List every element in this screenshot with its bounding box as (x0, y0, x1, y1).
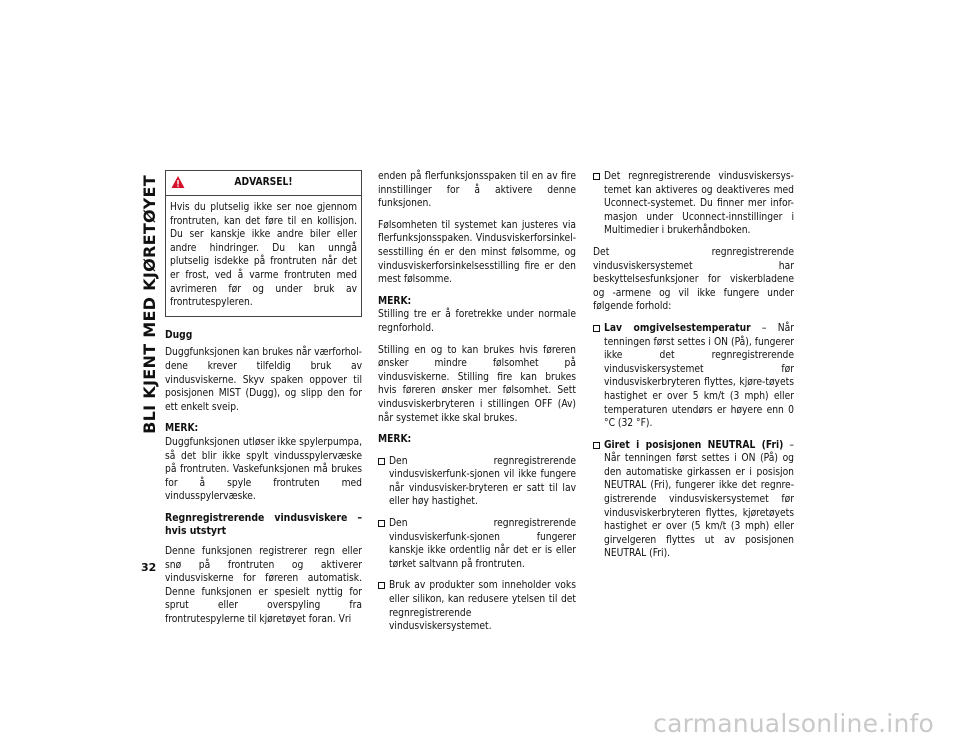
list-item: Den regnregistrerende vindusviskerfunk-sjonen fungerer kanskje ikke ordentlig når det er is eller tørket saltvann på frontruten. (378, 517, 576, 571)
watermark: carmanualsonline.info (653, 709, 934, 738)
paragraph: Følsomheten til systemet kan justeres via flerfunksjonsspaken. Vindusviskerforsinkel-sesstilling én er den minst følsomme, og vindusviskerforsinkelsesstilling fire er den mest følsomme. (378, 219, 576, 286)
section-side-tab (139, 175, 159, 434)
list-item: Bruk av produkter som inneholder voks eller silikon, kan redusere ytelsen til det regnregistrerende vindusviskersystemet. (378, 579, 576, 633)
warning-title: ADVARSEL! (234, 177, 293, 189)
warning-box (165, 170, 362, 317)
condition-term: Giret i posisjonen NEUTRAL (Fri) (604, 439, 784, 451)
note-text: Duggfunksjonen utløser ikke spylerpumpa, så det blir ikke spylt vindusspylervæske på frontruten. Vaskefunksjonen må brukes for å spyle frontruten med vindusspylervæske. (165, 436, 362, 503)
paragraph: Det regnregistrerende vindusviskersystemet har beskyttelsesfunksjoner for viskerbladene og -armene og vil ikke fungere under følgende forhold: (593, 246, 794, 313)
paragraph: enden på flerfunksjonsspaken til en av fire innstillinger for å aktivere denne funksjonen. (378, 171, 576, 210)
page-number: 32 (141, 561, 157, 574)
rain-sensing-paragraph: Denne funksjonen registrerer regn eller snø på frontruten og aktiverer vindusviskerne for føreren automatisk. Denne funksjonen er spesielt nyttig for sprut eller overspyling fra frontrutespylerne til kjøretøyet foran. Vri (165, 546, 362, 626)
list-item (593, 439, 794, 561)
warning-triangle-icon (171, 175, 185, 189)
warning-header (166, 171, 361, 196)
note-label: MERK: (378, 434, 412, 446)
paragraph: Stilling en og to kan brukes hvis føreren ønsker mindre følsomhet på vindusviskerne. Stilling fire kan brukes hvis føreren ønsker mer følsomhet. Sett vindusviskerbryteren i stillingen OFF (Av) når systemet ikke skal brukes. (378, 344, 576, 424)
column-1 (165, 170, 362, 635)
dugg-paragraph: Duggfunksjonen kan brukes når værforhol-dene krever tilfeldig bruk av vindusviskerne. Skyv spaken oppover til posisjonen MIST (Dugg), og slipp den for ett enkelt sveip. (165, 347, 362, 413)
list-item: Den regnregistrerende vindusviskerfunk-sjonen vil ikke fungere når vindusvisker-bryteren er satt til lav eller høy hastighet. (378, 455, 576, 509)
rain-sensing-heading: Regnregistrerende vindusviskere – hvis utstyrt (165, 511, 362, 538)
note-label: MERK: (378, 295, 412, 307)
note-label: MERK: (165, 423, 199, 435)
list-item: Det regnregistrerende vindusviskersys-temet kan aktiveres og deaktiveres med Uconnect-systemet. Du finner mer infor-masjon under Uconnect-innstillinger i Multimedier i brukerhåndboken. (593, 170, 794, 238)
column-2 (378, 170, 576, 642)
condition-list (593, 322, 794, 561)
condition-text: – Når tenningen først settes i ON (På) og den automatiske girkassen er i posisjon NEUTRAL (Fri), fungerer ikke det regnre-gistrerende vindusviskersystemet før vindusviskerbryteren flyttes, kjøretøyets hastighet er over (5 km/t (3 mph) eller girvelgeren flyttes ut av posisjonen NEUTRAL (Fri). (604, 439, 794, 560)
note-list (593, 170, 794, 238)
column-3 (593, 170, 794, 569)
note-list (378, 455, 576, 634)
warning-text: Hvis du plutselig ikke ser noe gjennom frontruten, kan det føre til en kollisjon. Du ser kanskje ikke andre biler eller andre hindringer. Du kan unngå plutselig isdekke på frontruten når det er frost, ved å varme frontruten med avrimeren før og under bruk av frontrutespyleren. (170, 202, 357, 309)
condition-text: – Når tenningen først settes i ON (På), fungerer ikke det regnregistrerende vindusviskersystemet før vindusviskerbryteren flyttes, kjøre-tøyets hastighet er over 5 km/t (3 mph) eller temperaturen utendørs er høyere enn 0 °C (32 °F). (604, 322, 795, 430)
section-title: BLI KJENT MED KJØRETØYET (139, 175, 159, 434)
list-item (593, 322, 794, 431)
condition-term: Lav omgivelsestemperatur (604, 322, 751, 334)
note-text: Stilling tre er å foretrekke under normale regnforhold. (378, 309, 576, 334)
dugg-heading: Dugg (165, 329, 193, 341)
